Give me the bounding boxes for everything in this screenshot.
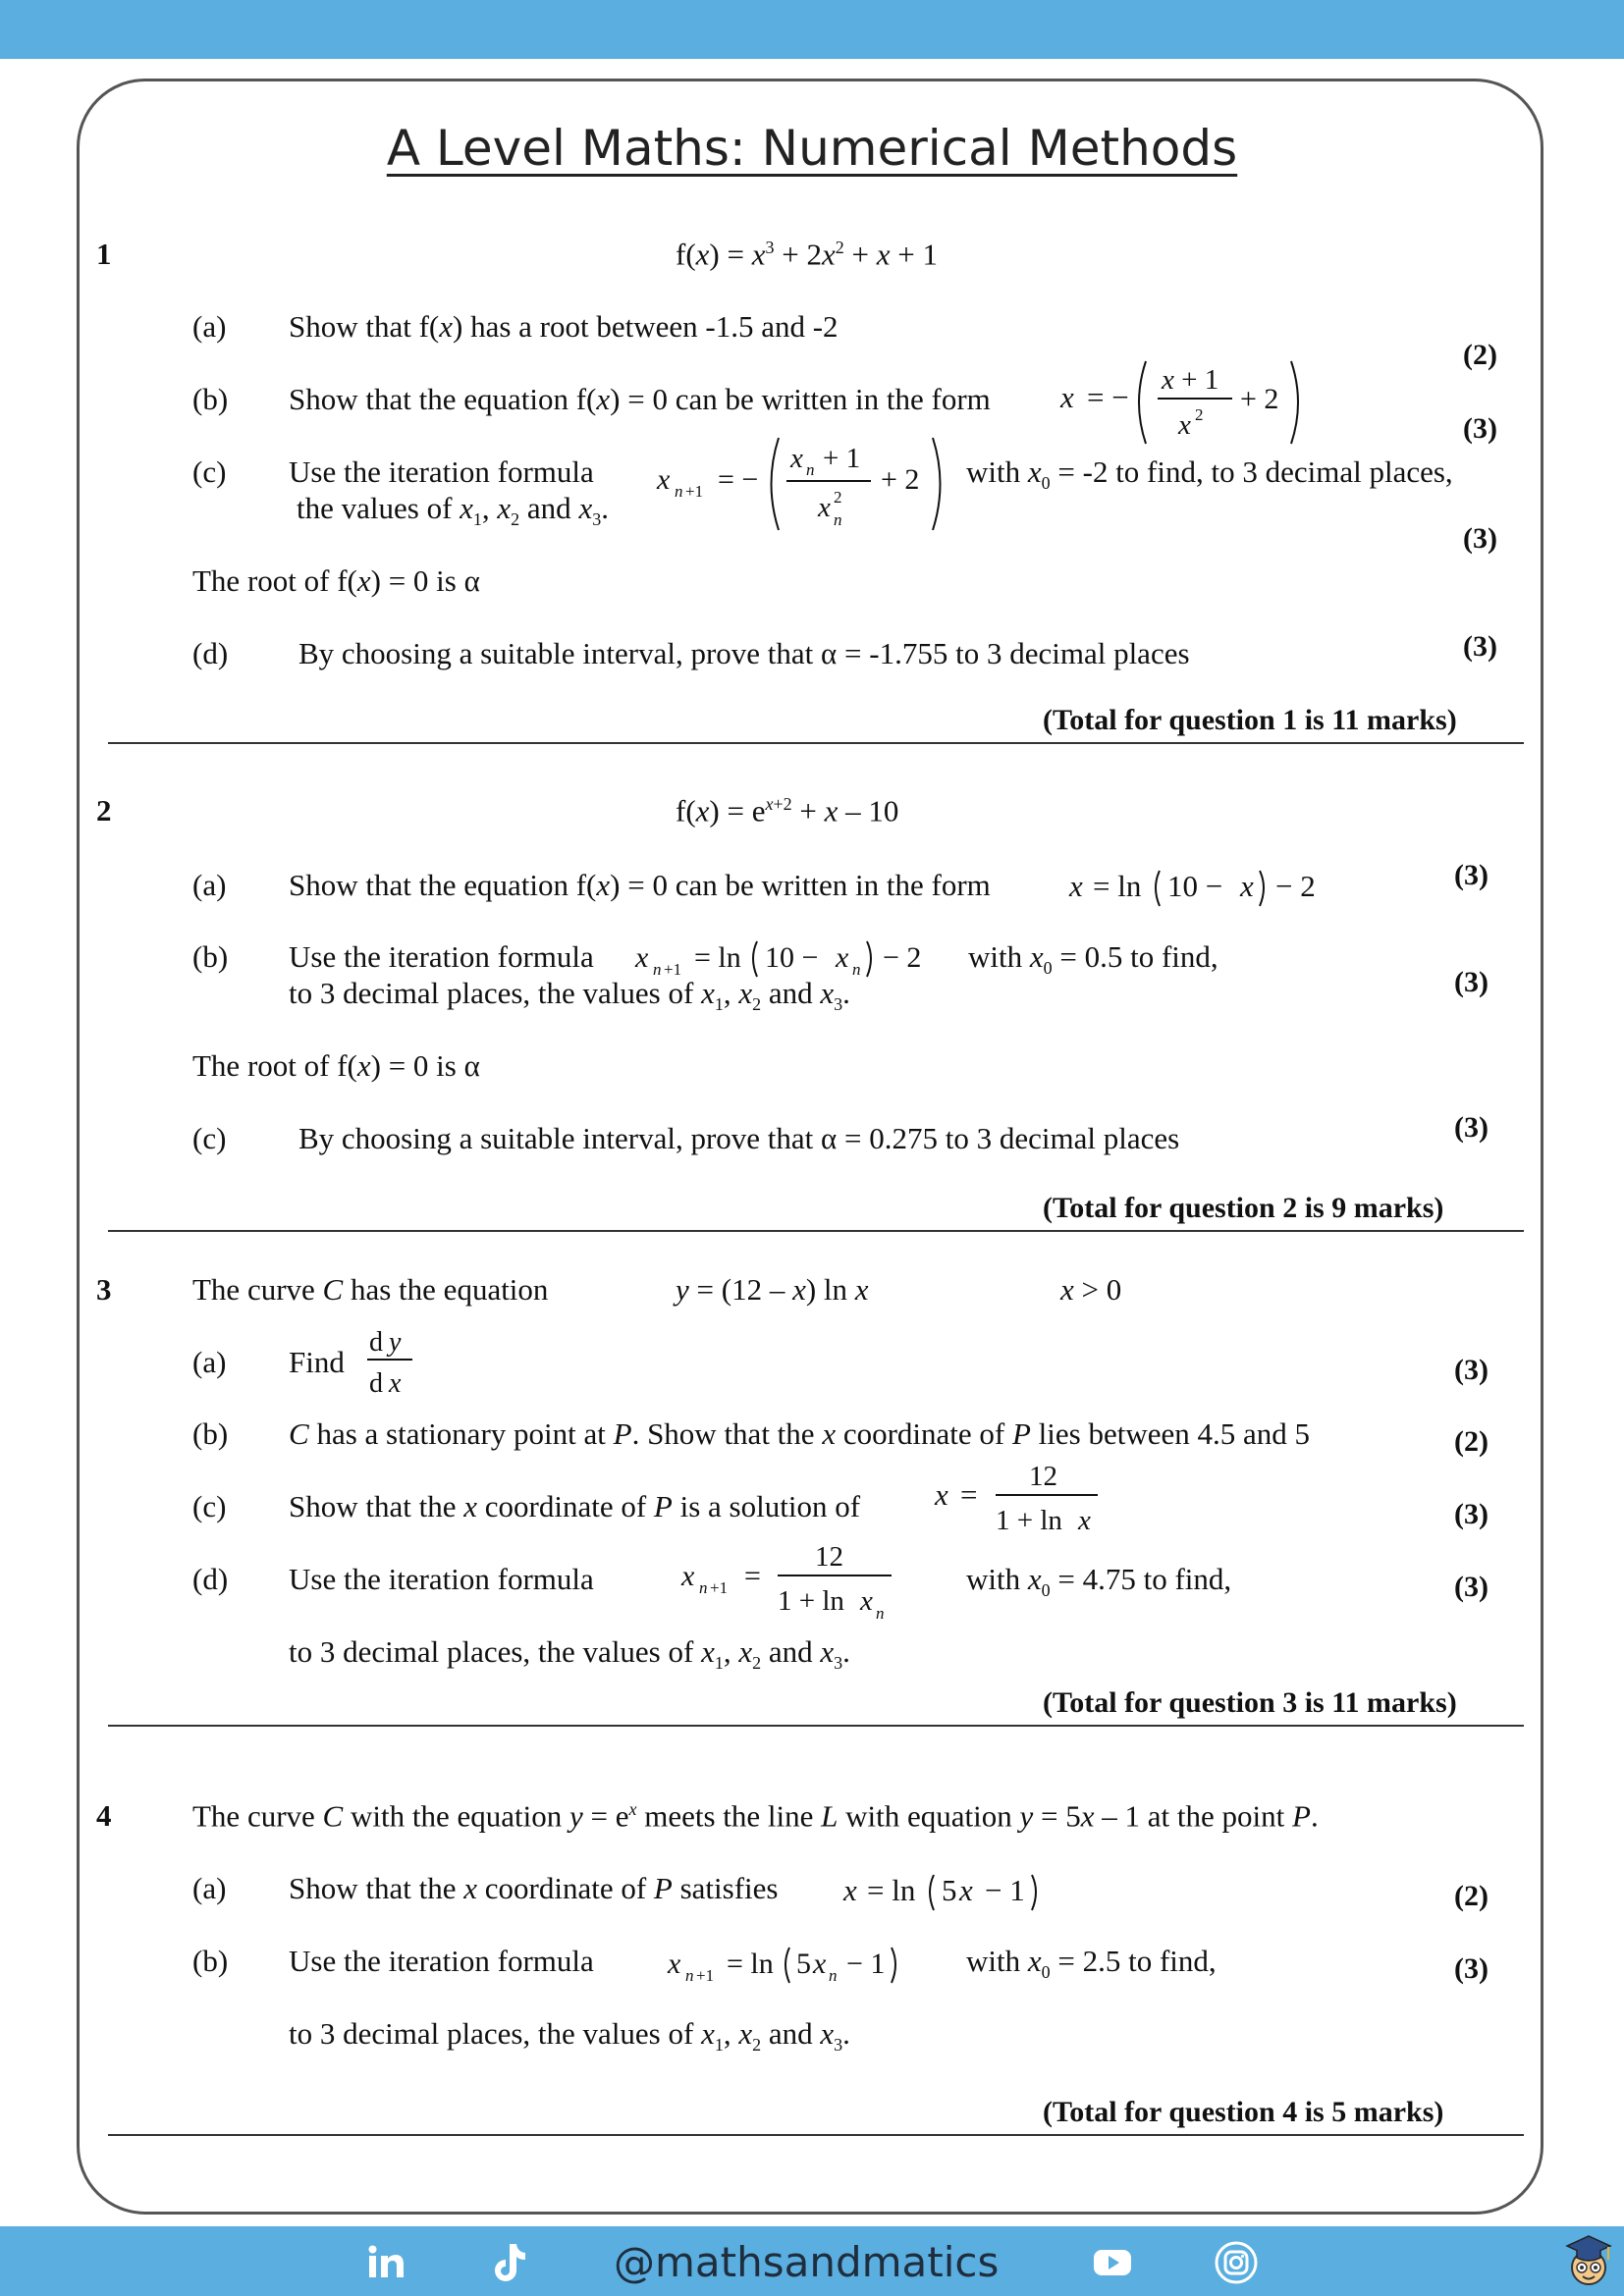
svg-text:x + 1: x + 1	[1162, 364, 1219, 396]
svg-text:− 1: − 1	[846, 1948, 886, 1980]
youtube-icon[interactable]	[1090, 2240, 1135, 2285]
q2-a-label: (a)	[192, 868, 227, 902]
q4-a-formula	[839, 1861, 1065, 1920]
q3-b-text: C has a stationary point at P. Show that the x coordinate of P lies between 4.5 and 5	[289, 1416, 1311, 1451]
q3-d-text-2: with $x_0 = 4.75$ to find,	[966, 1562, 1232, 1601]
q3-d-label: (d)	[192, 1562, 229, 1596]
svg-text:+1: +1	[664, 960, 682, 979]
q2-b-text-2: with $x_0 = 0.5$ to find,	[968, 939, 1218, 979]
svg-text:n: n	[653, 960, 662, 979]
svg-text:10 −: 10 −	[765, 941, 819, 974]
svg-text:n: n	[829, 1966, 838, 1985]
svg-text:=: =	[744, 1560, 761, 1592]
svg-text:x: x	[818, 492, 831, 523]
svg-text:2: 2	[834, 488, 842, 507]
q2-a-marks: (3)	[1454, 859, 1489, 891]
question-2-equation: $f(x) = e^{x+2} + x - 10$	[676, 793, 899, 828]
q1-divider	[108, 742, 1524, 744]
svg-text:1 + ln: 1 + ln	[778, 1585, 844, 1617]
svg-text:= ln: = ln	[867, 1873, 916, 1907]
svg-text:+ 1: + 1	[823, 443, 861, 474]
q3-a-text: Find	[289, 1345, 345, 1379]
q4-b-formula	[666, 1934, 931, 1993]
q3-c-formula	[931, 1458, 1108, 1536]
q2-b-label: (b)	[192, 939, 229, 974]
svg-text:x: x	[959, 1873, 973, 1907]
q2-a-formula	[1065, 857, 1340, 916]
q1-c-label: (c)	[192, 454, 227, 489]
svg-text:x: x	[389, 1368, 402, 1399]
q1-c-text-3: the values of $x_1$, $x_2$ and $x_3$.	[297, 491, 609, 530]
svg-text:2: 2	[1195, 405, 1204, 424]
tiktok-icon[interactable]	[486, 2240, 531, 2285]
svg-text:y: y	[389, 1327, 402, 1358]
svg-text:x: x	[1069, 869, 1083, 903]
q4-b-text-1: Use the iteration formula	[289, 1944, 594, 1978]
q3-a-formula	[365, 1323, 424, 1402]
svg-text:d: d	[369, 1327, 383, 1358]
svg-text:x: x	[657, 463, 671, 496]
q1-total: (Total for question 1 is 11 marks)	[1043, 704, 1457, 736]
q3-c-text: Show that the x coordinate of P is a solution of	[289, 1489, 861, 1523]
svg-text:− 1: − 1	[985, 1873, 1025, 1907]
q3-c-marks: (3)	[1454, 1498, 1489, 1530]
q1-d-label: (d)	[192, 636, 229, 670]
svg-text:n: n	[852, 960, 861, 979]
svg-text:x: x	[681, 1560, 695, 1592]
svg-text:5: 5	[796, 1948, 811, 1980]
svg-text:+ 2: + 2	[1240, 383, 1279, 415]
q1-a-marks: (2)	[1463, 339, 1497, 371]
q4-b-text-2: with $x_0 = 2.5$ to find,	[966, 1944, 1217, 1983]
q1-c-formula	[653, 430, 957, 538]
q1-root-statement: The root of f(x) = 0 is α	[192, 563, 480, 598]
q3-d-marks: (3)	[1454, 1571, 1489, 1603]
q2-b-text-1: Use the iteration formula	[289, 939, 594, 974]
q4-total: (Total for question 4 is 5 marks)	[1043, 2096, 1444, 2128]
svg-text:− 2: − 2	[1275, 869, 1316, 903]
mascot-logo	[1561, 2230, 1616, 2291]
page-title: A Level Maths: Numerical Methods	[386, 120, 1238, 177]
q3-condition: x > 0	[1060, 1272, 1122, 1307]
svg-text:5: 5	[942, 1873, 957, 1907]
svg-text:= ln: = ln	[1093, 869, 1142, 903]
q3-d-text-3: to 3 decimal places, the values of $x_1$, $x_2$ and $x_3$.	[289, 1634, 850, 1674]
q2-total: (Total for question 2 is 9 marks)	[1043, 1192, 1444, 1224]
svg-text:n: n	[675, 482, 683, 501]
q2-c-marks: (3)	[1454, 1111, 1489, 1144]
instagram-icon[interactable]	[1214, 2240, 1259, 2285]
social-handle[interactable]: @mathsandmatics	[614, 2238, 1000, 2286]
question-1-number: 1	[96, 237, 112, 271]
q3-intro: The curve C has the equation	[192, 1272, 549, 1307]
q2-a-text: Show that the equation f(x) = 0 can be written in the form	[289, 868, 991, 902]
question-2-number: 2	[96, 793, 112, 828]
q1-b-text: Show that the equation f(x) = 0 can be written in the form	[289, 382, 991, 416]
q2-b-marks: (3)	[1454, 966, 1489, 998]
q4-a-marks: (2)	[1454, 1880, 1489, 1912]
svg-text:12: 12	[815, 1541, 843, 1573]
q4-intro: The curve C with the equation $y = e^x$ meets the line L with equation y = 5x – 1 at the point P.	[192, 1798, 1319, 1834]
svg-text:x: x	[860, 1585, 873, 1617]
q3-a-label: (a)	[192, 1345, 227, 1379]
q1-b-formula	[1056, 353, 1311, 452]
svg-text:1 + ln: 1 + ln	[996, 1505, 1062, 1536]
svg-text:x: x	[790, 443, 803, 474]
q2-divider	[108, 1230, 1524, 1232]
svg-text:= −: = −	[718, 463, 759, 496]
q1-c-text-2: with $x_0 = -2$ to find, to 3 decimal places,	[966, 454, 1453, 494]
q4-divider	[108, 2134, 1524, 2136]
svg-text:=: =	[960, 1477, 978, 1512]
q3-equation: y = (12 – x) ln x	[676, 1272, 869, 1307]
svg-text:x: x	[1240, 869, 1254, 903]
svg-text:x: x	[935, 1477, 948, 1512]
q3-b-label: (b)	[192, 1416, 229, 1451]
svg-text:= −: = −	[1087, 380, 1129, 414]
q3-d-formula	[679, 1536, 905, 1625]
svg-text:= ln: = ln	[694, 941, 741, 974]
svg-text:x: x	[635, 941, 649, 974]
q2-c-label: (c)	[192, 1121, 227, 1155]
q1-d-marks: (3)	[1463, 630, 1497, 663]
svg-text:− 2: − 2	[883, 941, 922, 974]
q2-c-text: By choosing a suitable interval, prove that α = 0.275 to 3 decimal places	[298, 1121, 1180, 1155]
question-1-equation: $f(x) = x^3 + 2x^2 + x + 1$	[676, 237, 938, 272]
q1-a-label: (a)	[192, 309, 227, 344]
svg-text:d: d	[369, 1368, 383, 1399]
q2-root-statement: The root of f(x) = 0 is α	[192, 1048, 480, 1083]
svg-text:x: x	[836, 941, 849, 974]
svg-text:+ 2: + 2	[881, 463, 920, 496]
svg-text:x: x	[668, 1948, 681, 1980]
q3-divider	[108, 1725, 1524, 1727]
question-3-number: 3	[96, 1272, 112, 1307]
svg-text:x: x	[813, 1948, 827, 1980]
svg-text:x: x	[1078, 1505, 1091, 1536]
svg-text:x: x	[1060, 380, 1074, 414]
q1-b-label: (b)	[192, 382, 229, 416]
svg-text:12: 12	[1029, 1461, 1057, 1492]
q1-c-marks: (3)	[1463, 522, 1497, 555]
svg-text:10 −: 10 −	[1167, 869, 1223, 903]
q3-b-marks: (2)	[1454, 1425, 1489, 1458]
q2-b-text-3: to 3 decimal places, the values of $x_1$, $x_2$ and $x_3$.	[289, 976, 850, 1015]
svg-text:= ln: = ln	[727, 1948, 774, 1980]
q4-a-label: (a)	[192, 1871, 227, 1905]
top-banner	[0, 0, 1624, 59]
q1-c-text-1: Use the iteration formula	[289, 454, 594, 489]
svg-text:n: n	[834, 510, 842, 529]
q3-a-marks: (3)	[1454, 1354, 1489, 1386]
svg-text:+1: +1	[710, 1578, 729, 1597]
q3-c-label: (c)	[192, 1489, 227, 1523]
q4-a-text: Show that the x coordinate of P satisfies	[289, 1871, 779, 1905]
q4-b-label: (b)	[192, 1944, 229, 1978]
q1-d-text: By choosing a suitable interval, prove that α = -1.755 to 3 decimal places	[298, 636, 1190, 670]
svg-text:+1: +1	[685, 482, 704, 501]
q1-b-marks: (3)	[1463, 412, 1497, 445]
svg-text:n: n	[806, 460, 815, 479]
svg-text:+1: +1	[696, 1966, 715, 1985]
q1-a-text: Show that f(x) has a root between -1.5 and -2	[289, 309, 839, 344]
linkedin-icon[interactable]	[363, 2240, 408, 2285]
q4-b-text-3: to 3 decimal places, the values of $x_1$, $x_2$ and $x_3$.	[289, 2016, 850, 2056]
q3-d-text-1: Use the iteration formula	[289, 1562, 594, 1596]
svg-text:x: x	[843, 1873, 857, 1907]
q3-total: (Total for question 3 is 11 marks)	[1043, 1686, 1457, 1719]
svg-text:n: n	[685, 1966, 694, 1985]
svg-text:x: x	[1178, 409, 1191, 441]
question-4-number: 4	[96, 1798, 112, 1833]
q4-b-marks: (3)	[1454, 1952, 1489, 1985]
svg-text:n: n	[699, 1578, 708, 1597]
svg-text:n: n	[876, 1604, 885, 1623]
